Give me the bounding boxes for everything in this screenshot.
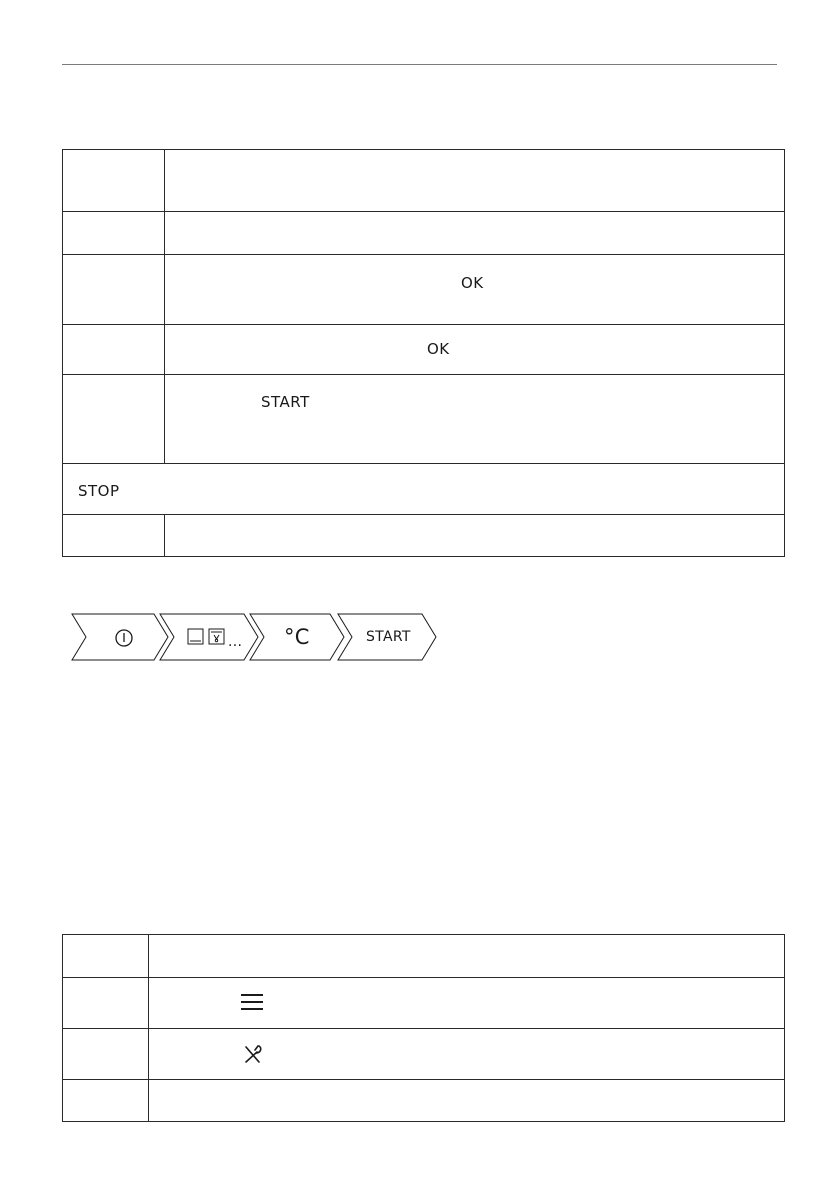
table-row: [63, 375, 785, 464]
table-row: [63, 935, 785, 978]
table-row: [63, 464, 785, 515]
table-row: [63, 212, 785, 255]
menu-icon: [241, 994, 263, 1010]
action-cell: [165, 150, 785, 212]
action-cell: [149, 1080, 785, 1122]
action-cell: [165, 375, 785, 464]
step-cell: [63, 978, 149, 1029]
step-cell: [63, 150, 165, 212]
instructions-table: [62, 149, 785, 557]
stop-key-label: STOP: [78, 482, 120, 500]
table-row: [63, 325, 785, 375]
table-row: [63, 515, 785, 557]
step-cell: [63, 375, 165, 464]
table-row: [63, 1080, 785, 1122]
table-row: [63, 255, 785, 325]
step-cell: [63, 255, 165, 325]
menu-instructions-table: [62, 934, 785, 1122]
action-cell: [149, 935, 785, 978]
process-steps-bar: [68, 612, 440, 662]
power-icon: [116, 630, 132, 646]
header-rule: [62, 64, 777, 65]
cutlery-icon: [242, 1043, 264, 1065]
temperature-step-label: °C: [284, 625, 310, 649]
start-step-label: START: [366, 629, 411, 645]
action-cell: [165, 515, 785, 557]
step-cell: [63, 325, 165, 375]
start-key-label: START: [261, 393, 310, 411]
step-cell: [63, 935, 149, 978]
stop-cell: [63, 464, 785, 515]
step-cell: [63, 515, 165, 557]
oven-function-icons: [188, 629, 224, 644]
ok-key-label: OK: [427, 340, 450, 358]
step-cell: [63, 1029, 149, 1080]
action-cell: [149, 1029, 785, 1080]
ok-key-label: OK: [461, 274, 484, 292]
table-row: [63, 1029, 785, 1080]
table-row: [63, 978, 785, 1029]
step-arrow-1: [72, 614, 168, 660]
action-cell: [149, 978, 785, 1029]
more-functions-ellipsis: ...: [228, 634, 243, 650]
action-cell: [165, 325, 785, 375]
table-row: [63, 150, 785, 212]
action-cell: [165, 255, 785, 325]
step-cell: [63, 212, 165, 255]
step-cell: [63, 1080, 149, 1122]
action-cell: [165, 212, 785, 255]
